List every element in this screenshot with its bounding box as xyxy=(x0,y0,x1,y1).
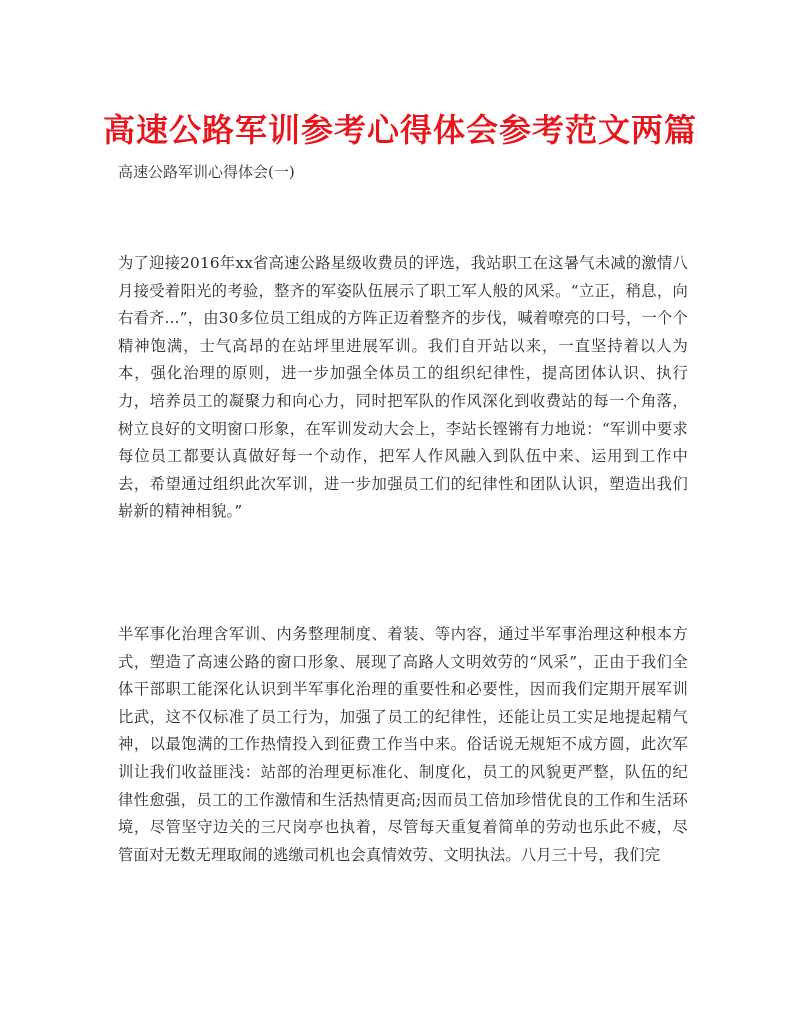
document-title: 高速公路军训参考心得体会参考范文两篇 xyxy=(102,111,697,149)
document-subtitle: 高速公路军训心得体会(一) xyxy=(118,163,295,181)
body-paragraph: 为了迎接2016年xx省高速公路星级收费员的评选，我站职工在这暑气未减的激情八月接受着阳光的考验，整齐的军姿队伍展示了职工军人般的风采。“立正，稍息，向右看齐...”，由30多位员工组成的方阵正迈着整齐的步伐，喊着嘹亮的口号，一个个精神饱满，士气高昂的在站坪里进展军训。我们自开站以来，一直坚持着以人为本，强化治理的原则，进一步加强全体员工的组织纪律性，提高团体认识、执行力，培养员工的凝聚力和向心力，同时把军队的作风深化到收费站的每一个角落，树立良好的文明窗口形象，在军训发动大会上，李站长铿锵有力地说：“军训中要求每位员工都要认真做好每一个动作，把军人作风融入到队伍中来、运用到工作中去，希望通过组织此次军训，进一步加强员工们的纪律性和团队认识，塑造出我们崭新的精神相貌。” xyxy=(118,254,688,521)
body-paragraph: 半军事化治理含军训、内务整理制度、着装、等内容，通过半军事治理这种根本方式，塑造了高速公路的窗口形象、展现了高路人文明效劳的“风采”，正由于我们全体干部职工能深化认识到半军事化治理的重要性和必要性，因而我们定期开展军训比武，这不仅标准了员工行为，加强了员工的纪律性，还能让员工实足地提起精气神，以最饱满的工作热情投入到征费工作当中来。俗话说无规矩不成方圆，此次军训让我们收益匪浅：站部的治理更标准化、制度化，员工的风貌更严整，队伍的纪律性愈强，员工的工作激情和生活热情更高;因而员工倍加珍惜优良的工作和生活环境，尽管坚守边关的三尺岗亭也执着，尽管每天重复着简单的劳动也乐此不疲，尽管面对无数无理取闹的逃缴司机也会真情效劳、文明执法。八月三十号，我们完 xyxy=(118,625,688,864)
